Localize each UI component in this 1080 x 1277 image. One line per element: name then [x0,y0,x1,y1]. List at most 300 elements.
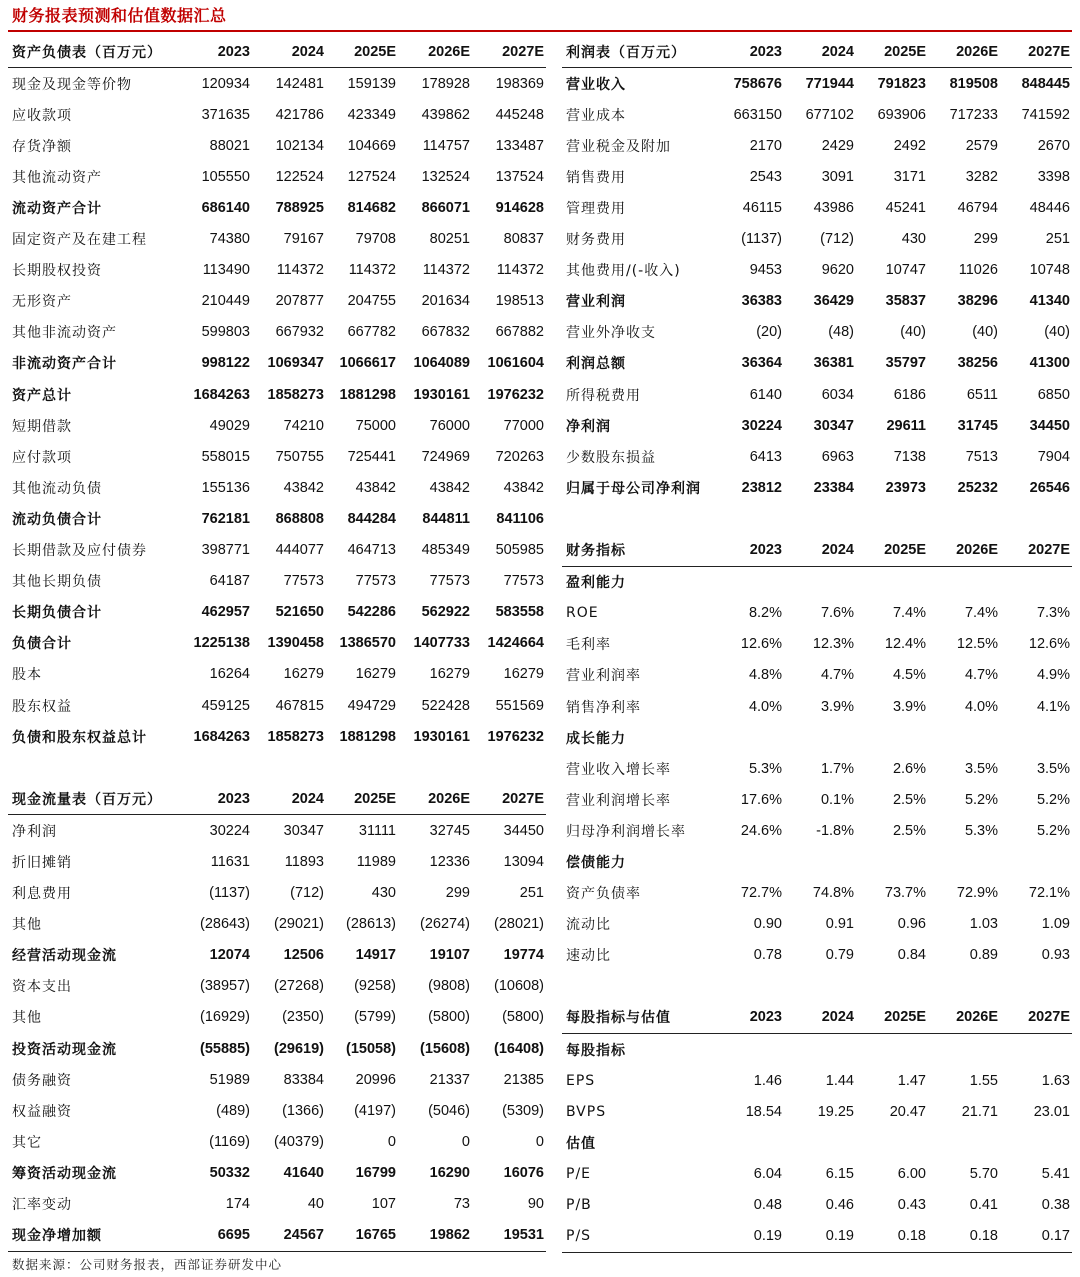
per-share-row-cell: 6.15 [825,1165,854,1182]
cash-flow-row-cell: (15058) [346,1040,396,1057]
income-statement-row-cell: 7904 [1037,448,1070,465]
per-share-row [562,1221,1072,1253]
financial-indicators-row-cell: 0.84 [897,947,926,964]
balance-sheet-row-cell: 64187 [209,573,250,590]
financial-indicators-row-label: 流动比 [566,917,611,934]
cash-flow-row-label: 资本支出 [12,979,72,996]
per-share-row-cell: 6.00 [897,1165,926,1182]
balance-sheet-row-cell: 724969 [421,448,470,465]
balance-sheet-row-cell: 114757 [422,137,470,154]
income-statement-row [562,255,1072,286]
per-share-row-cell: 0.41 [969,1197,998,1214]
financial-indicators-row-label: 毛利率 [566,637,611,654]
cash-flow-header [8,783,546,815]
cash-flow-row-cell: 16799 [355,1164,396,1181]
financial-indicators-row-cell: 2.6% [892,760,926,777]
financial-indicators-row-cell: 4.7% [820,667,854,684]
balance-sheet-row [8,317,546,348]
balance-sheet-row [8,566,546,597]
financial-indicators-row-cell: 3.5% [1036,760,1070,777]
cash-flow-row-cell: 107 [371,1196,396,1213]
per-share-row-cell [856,1127,928,1158]
balance-sheet-row-cell: 105550 [201,168,250,185]
cash-flow-row-cell: 174 [225,1196,250,1213]
income-statement-row-cell: 26546 [1029,479,1070,496]
financial-indicators-row-cell: 5.3% [964,822,998,839]
cash-flow-row-cell: 30224 [209,822,250,839]
cash-flow-row-cell: (28613) [346,916,396,933]
income-statement-row-cell: 9453 [749,262,782,279]
balance-sheet-row-label: 非流动资产合计 [12,356,117,373]
cash-flow-row [8,878,546,909]
balance-sheet-row-cell: 562922 [421,604,470,621]
financial-indicators-row-cell: 17.6% [740,791,782,808]
balance-sheet-row [8,255,546,286]
cash-flow-row-cell: 19774 [503,947,544,964]
financial-indicators-row [562,940,1072,971]
financial-indicators-row-cell [714,566,784,598]
per-share-row-label: BVPS [566,1103,607,1120]
balance-sheet-row [8,192,546,223]
income-statement-row-cell: 41340 [1029,293,1070,310]
balance-sheet-row-cell: 155136 [201,479,250,496]
income-statement-row-cell: 10748 [1029,262,1070,279]
per-share-header-cell: 2025E [856,1002,928,1034]
balance-sheet-row-cell: 88021 [209,137,250,154]
income-statement-row-cell: 34450 [1029,417,1070,434]
page-title: 财务报表预测和估值数据汇总 [12,6,227,25]
cash-flow-header-cell: 2026E [398,783,472,815]
per-share-row-cell: 18.54 [745,1103,782,1120]
income-statement-row-cell: 6413 [749,448,782,465]
balance-sheet-row-label: 应付款项 [12,449,72,466]
financial-indicators-row-label: 营业收入增长率 [566,761,671,778]
financial-indicators-row-label: 营业利润率 [566,668,641,685]
title-divider [8,30,1072,32]
left-table [8,36,546,1252]
balance-sheet-row-cell: 120934 [201,75,250,92]
cash-flow-row-label: 净利润 [12,823,57,840]
financial-indicators-row-cell: 0.93 [1041,947,1070,964]
income-statement-row-label: 其他费用/(-收入) [566,263,681,280]
financial-indicators-row-cell [1000,722,1072,753]
financial-indicators-row [562,815,1072,846]
financial-indicators-row-cell: 73.7% [884,885,926,902]
balance-sheet-row-cell: 467815 [275,697,324,714]
data-source-note: 数据来源：公司财务报表，西部证券研发中心 [12,1257,283,1272]
cash-flow-row-cell: (26274) [420,916,470,933]
income-statement-row-cell: 299 [973,231,998,248]
financial-indicators-row-cell: 4.5% [892,667,926,684]
left-column [8,36,546,1252]
spacer-cell [928,971,1000,1002]
income-statement-row-cell: 819508 [949,75,998,92]
balance-sheet-row-label: 应收款项 [12,107,72,124]
balance-sheet-row-label: 其他流动资产 [12,169,102,186]
cash-flow-row-cell: (5046) [428,1102,470,1119]
spacer-cell [856,971,928,1002]
cash-flow-row-cell: 30347 [283,822,324,839]
balance-sheet-row-cell: 998122 [201,355,250,372]
spacer-cell [562,503,714,534]
cash-flow-row-cell: 40 [307,1196,324,1213]
financial-indicators-row [562,660,1072,691]
per-share-row-cell: 0.17 [1000,1221,1072,1253]
balance-sheet-row-cell: 132524 [421,168,470,185]
income-statement-row [562,161,1072,192]
balance-sheet-row [8,224,546,255]
balance-sheet-row-cell: 49029 [209,417,250,434]
income-statement-row [562,224,1072,255]
income-statement-row-cell: 10747 [885,262,926,279]
income-statement-row-cell: 11026 [958,262,998,279]
balance-sheet-row-cell: 814682 [347,200,396,217]
balance-sheet-row-label: 无形资产 [12,294,72,311]
financial-indicators-header-cell: 2026E [928,535,1000,567]
spacer-row [562,503,1072,534]
balance-sheet-row-cell: 522428 [421,697,470,714]
cash-flow-row-cell: 21385 [503,1071,544,1088]
income-statement-row-cell: 36429 [813,293,854,310]
income-statement-row-label: 管理费用 [566,201,626,218]
balance-sheet-row-cell: 79167 [283,231,324,248]
spacer-cell [714,971,784,1002]
financial-indicators-row-cell: 8.2% [748,605,782,622]
per-share-row [562,1096,1072,1127]
income-statement-header-cell: 2023 [714,36,784,68]
cash-flow-row [8,1126,546,1157]
per-share-row-cell: 1.44 [825,1072,854,1089]
income-statement-row-cell: 3398 [1037,168,1070,185]
balance-sheet-row-cell: 558015 [201,448,250,465]
per-share-row-cell: 0.18 [856,1221,928,1253]
balance-sheet-row-cell: 43842 [429,479,470,496]
spacer-cell [562,971,714,1002]
balance-sheet-row-cell: 459125 [201,697,250,714]
per-share-header-cell: 2024 [784,1002,856,1034]
financial-indicators-header [562,535,1072,567]
spacer-cell [326,752,398,783]
balance-sheet-row-label: 其他流动负债 [12,480,102,497]
income-statement-row [562,410,1072,441]
per-share-row-cell: 1.63 [1041,1072,1070,1089]
financial-indicators-header-cell: 2025E [856,535,928,567]
financial-indicators-row-cell: 12.3% [812,636,854,653]
balance-sheet-row-cell: 104669 [347,137,396,154]
balance-sheet-row-cell: 583558 [495,604,544,621]
balance-sheet-row-label: 其他非流动资产 [12,325,117,342]
balance-sheet-row-cell: 43842 [355,479,396,496]
cash-flow-row-cell: (1169) [209,1133,250,1150]
cash-flow-row-cell: 251 [519,885,544,902]
cash-flow-row [8,1095,546,1126]
spacer-cell [1000,971,1072,1002]
income-statement-header-label: 利润表（百万元） [562,36,714,68]
financial-indicators-row-cell: 72.1% [1028,885,1070,902]
balance-sheet-row-cell: 16279 [355,666,396,683]
balance-sheet-row-cell: 551569 [495,697,544,714]
cash-flow-row-cell: (1366) [282,1102,324,1119]
financial-indicators-row-cell: 12.6% [740,636,782,653]
right-column [562,36,1072,1253]
balance-sheet-row-cell: 77573 [429,573,470,590]
cash-flow-row-label: 筹资活动现金流 [12,1165,117,1182]
balance-sheet-row-cell: 421786 [275,106,324,123]
income-statement-row-label: 少数股东损益 [566,449,656,466]
balance-sheet-row [8,379,546,410]
spacer-cell [8,752,180,783]
balance-sheet-row-cell: 204755 [347,293,396,310]
cash-flow-row-label: 折旧摊销 [12,854,72,871]
financial-indicators-row [562,691,1072,722]
financial-indicators-row-label: 销售净利率 [566,699,641,716]
balance-sheet-row-cell: 210449 [201,293,250,310]
per-share-row-cell: 0.38 [1041,1197,1070,1214]
balance-sheet-row [8,503,546,534]
cash-flow-row-cell: (4197) [354,1102,396,1119]
income-statement-row-cell: 38256 [957,355,998,372]
income-statement-row-label: 销售费用 [566,169,626,186]
balance-sheet-header-cell: 2026E [398,36,472,68]
spacer-cell [784,503,856,534]
cash-flow-row-cell: 90 [527,1196,544,1213]
per-share-row-cell: 0.19 [714,1221,784,1253]
financial-indicators-row-label: 营业利润增长率 [566,792,671,809]
cash-flow-row-cell: 430 [371,885,396,902]
balance-sheet-row-cell: 142481 [275,75,324,92]
balance-sheet-row-cell: 77573 [503,573,544,590]
cash-flow-row-cell: (9258) [354,978,396,995]
financial-indicators-row-cell: 0.78 [753,947,782,964]
financial-indicators-row-cell: 4.0% [964,698,998,715]
balance-sheet-row-cell: 398771 [201,542,250,559]
per-share-row-cell: 19.25 [817,1103,854,1120]
per-share-row-label: 估值 [566,1135,596,1152]
cash-flow-row-cell: 19531 [472,1220,546,1252]
income-statement-row-cell: 25232 [957,479,998,496]
cash-flow-row-cell: 14917 [355,947,396,964]
per-share-row [562,1158,1072,1189]
financial-indicators-row-cell: 3.5% [964,760,998,777]
per-share-row-cell: 0.19 [784,1221,856,1253]
balance-sheet-row-label: 负债和股东权益总计 [12,729,147,746]
balance-sheet-row-cell: 788925 [275,200,324,217]
balance-sheet-row-cell: 444077 [275,542,324,559]
cash-flow-row-cell: 12074 [209,947,250,964]
balance-sheet-row-cell: 113490 [202,262,250,279]
balance-sheet-header-cell: 2024 [252,36,326,68]
balance-sheet-row-cell: 762181 [201,510,250,527]
spacer-cell [856,503,928,534]
balance-sheet-row-cell: 686140 [201,200,250,217]
income-statement-row [562,192,1072,223]
financial-indicators-row-cell: 5.3% [748,760,782,777]
financial-indicators-header-label: 财务指标 [562,535,714,567]
financial-indicators-row-cell [714,722,784,753]
cash-flow-header-cell: 2023 [180,783,252,815]
balance-sheet-row-cell: 114372 [348,262,396,279]
balance-sheet-row-cell: 667882 [495,324,544,341]
income-statement-row [562,348,1072,379]
cash-flow-row-cell: (29619) [274,1040,324,1057]
balance-sheet-row-cell: 750755 [275,448,324,465]
balance-sheet-row-cell: 599803 [201,324,250,341]
cash-flow-header-cell: 2024 [252,783,326,815]
cash-flow-row-label: 现金净增加额 [8,1220,180,1252]
balance-sheet-row-cell: 1858273 [267,386,324,403]
financial-indicators-row [562,566,1072,598]
balance-sheet-row [8,659,546,690]
cash-flow-row-cell: 16076 [503,1164,544,1181]
balance-sheet-row-cell: 1930161 [413,386,470,403]
balance-sheet-header [8,36,546,68]
cash-flow-row-cell: 16765 [326,1220,398,1252]
balance-sheet-row [8,597,546,628]
cash-flow-row-cell: (712) [290,885,324,902]
balance-sheet-row-cell: 1684263 [193,386,250,403]
per-share-row-cell: 0.18 [928,1221,1000,1253]
balance-sheet-row-cell: 485349 [421,542,470,559]
financial-indicators-row-label: ROE [566,605,599,622]
cash-flow-row-label: 其他 [12,917,42,934]
income-statement-row-cell: 693906 [877,106,926,123]
financial-indicators-row-cell: 1.03 [969,916,998,933]
income-statement-row [562,286,1072,317]
per-share-row-cell: 1.55 [969,1072,998,1089]
balance-sheet-row-cell: 74380 [209,231,250,248]
balance-sheet-row [8,628,546,659]
income-statement-row-cell: 23384 [813,479,854,496]
income-statement-row-label: 营业外净收支 [566,325,656,342]
cash-flow-row-cell: 11893 [284,853,324,870]
financial-indicators-row [562,629,1072,660]
per-share-row [562,1127,1072,1158]
per-share-row-cell [714,1127,784,1158]
financial-indicators-row-cell: 1.7% [820,760,854,777]
balance-sheet-row-cell: 720263 [495,448,544,465]
balance-sheet-row-cell: 423349 [347,106,396,123]
right-table [562,36,1072,1253]
income-statement-row-cell: 41300 [1029,355,1070,372]
income-statement-row-cell: 46794 [957,200,998,217]
balance-sheet-row-cell: 1881298 [339,386,396,403]
financial-indicators-row-label: 成长能力 [566,730,626,747]
income-statement-row [562,379,1072,410]
income-statement-row-cell: 36381 [813,355,854,372]
financial-indicators-row-cell: -1.8% [816,822,854,839]
financial-indicators-row-cell: 3.9% [892,698,926,715]
financial-indicators-row-cell: 4.9% [1036,667,1070,684]
cash-flow-row-cell: 12506 [283,947,324,964]
per-share-row-cell: 5.70 [969,1165,998,1182]
income-statement-row-cell: 31745 [957,417,998,434]
income-statement-header-cell: 2027E [1000,36,1072,68]
per-share-row-cell: 6.04 [753,1165,782,1182]
spacer-cell [1000,503,1072,534]
income-statement-row-cell: 45241 [885,200,926,217]
cash-flow-row [8,815,546,847]
financial-indicators-row-cell: 5.2% [964,791,998,808]
cash-flow-row-cell: 19107 [429,947,470,964]
financial-indicators-row-cell: 0.89 [969,947,998,964]
per-share-row-cell [784,1034,856,1066]
spacer-cell [714,503,784,534]
per-share-row-cell [714,1034,784,1066]
income-statement-row-label: 利润总额 [566,356,626,373]
balance-sheet-row-cell: 43842 [503,479,544,496]
income-statement-row-cell: 758676 [733,75,782,92]
income-statement-row-cell: 741592 [1021,106,1070,123]
cash-flow-row [8,1157,546,1188]
income-statement-row-cell: 6140 [749,386,782,403]
per-share-row-cell [928,1034,1000,1066]
balance-sheet-row-cell: 80251 [429,231,470,248]
income-statement-row-cell: (48) [828,324,854,341]
cash-flow-row [8,940,546,971]
balance-sheet-row-cell: 74210 [283,417,324,434]
per-share-header-cell: 2027E [1000,1002,1072,1034]
balance-sheet-header-cell: 2023 [180,36,252,68]
financial-indicators-row [562,784,1072,815]
financial-indicators-row-cell: 7.6% [820,605,854,622]
per-share-row-cell: 0.46 [825,1197,854,1214]
financial-indicators-row-cell [928,722,1000,753]
balance-sheet-row-cell: 16279 [283,666,324,683]
income-statement-header-cell: 2026E [928,36,1000,68]
cash-flow-row-label: 其他 [12,1010,42,1027]
income-statement-row-cell: 6511 [966,386,998,403]
financial-indicators-row-cell: 72.7% [740,885,782,902]
balance-sheet-row-cell: 521650 [275,604,324,621]
cash-flow-row-cell: 50332 [209,1164,250,1181]
balance-sheet-row-cell: 198513 [495,293,544,310]
cash-flow-row-cell: 83384 [283,1071,324,1088]
financial-indicators-header-cell: 2024 [784,535,856,567]
financial-indicators-row-cell [928,846,1000,877]
balance-sheet-row-label: 资产总计 [12,387,72,404]
balance-sheet-row-cell: 844811 [422,510,470,527]
spacer-row [8,752,546,783]
financial-indicators-row-cell [784,566,856,598]
income-statement-row-cell: 38296 [957,293,998,310]
balance-sheet-row [8,286,546,317]
income-statement-row-cell: 2429 [821,137,854,154]
income-statement-row-cell: 2543 [749,168,782,185]
cash-flow-row [8,1002,546,1033]
balance-sheet-row-cell: 445248 [495,106,544,123]
income-statement-row-label: 归属于母公司净利润 [566,480,701,497]
financial-indicators-row-label: 盈利能力 [566,575,626,592]
balance-sheet-row-cell: 1407733 [413,635,470,652]
income-statement-row-cell: 430 [901,231,926,248]
financial-indicators-row-cell: 2.5% [892,791,926,808]
balance-sheet-row-cell: 1424664 [487,635,544,652]
income-statement-row [562,99,1072,130]
balance-sheet-row-cell: 667832 [421,324,470,341]
income-statement-row-cell: 36364 [741,355,782,372]
income-statement-row-label: 净利润 [566,418,611,435]
per-share-row-cell: 1.47 [897,1072,926,1089]
cash-flow-row-cell: 0 [461,1133,470,1150]
per-share-row-cell: 21.71 [961,1103,998,1120]
balance-sheet-row-label: 存货净额 [12,138,72,155]
per-share-row-label: P/E [566,1165,592,1182]
income-statement-row-cell: 7513 [965,448,998,465]
balance-sheet-row [8,348,546,379]
balance-sheet-row [8,410,546,441]
cash-flow-row-cell: (38957) [200,978,250,995]
balance-sheet-row-cell: 1066617 [339,355,396,372]
